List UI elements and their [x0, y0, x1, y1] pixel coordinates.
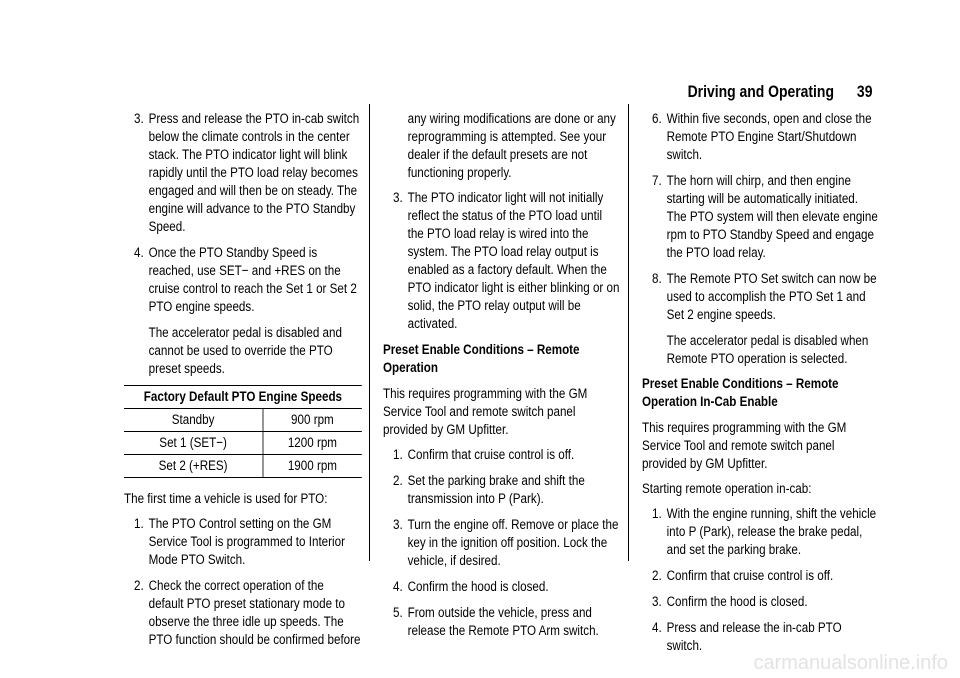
continued-text: any wiring modifications are done or any reprogramming is attempted. See your dealer if the default presets are not functioning properly. — [407, 111, 616, 181]
note: The accelerator pedal is disabled when Remote PTO operation is selected. — [666, 333, 869, 367]
table-row: Set 1 (SET−) 1200 rpm — [124, 432, 362, 455]
list-item: 3. Press and release the PTO in-cab switch below the climate controls in the center stack. The PTO indicator light will blink rapidly until the PTO load relay becomes engaged and will then be on steady. The engine will advance to the PTO Standby Speed. — [133, 111, 360, 235]
list-item: 7. The horn will chirp, and then engine starting will be automatically initiated. The PTO system will then elevate engine rpm to PTO Standby Speed and engage the PTO load relay. — [651, 173, 878, 261]
intro-text: Starting remote operation in-cab: — [642, 481, 812, 497]
section-heading: Preset Enable Conditions – Remote Operation In-Cab Enable — [642, 376, 839, 410]
list-item: 6. Within five seconds, open and close the Remote PTO Engine Start/Shutdown switch. — [651, 111, 872, 163]
watermark: carmanualsonline.info — [753, 652, 948, 674]
list-item: 1. With the engine running, shift the vehicle into P (Park), release the brake pedal, and set the parking brake. — [651, 506, 877, 558]
section-heading: Preset Enable Conditions – Remote Operation — [383, 342, 580, 376]
column-divider — [628, 104, 629, 561]
list-item: 4. Press and release the in-cab PTO switch. — [651, 620, 842, 654]
section-title: Driving and Operating — [687, 82, 834, 101]
table-title: Factory Default PTO Engine Speeds — [124, 386, 362, 409]
list-item: 1. Confirm that cruise control is off. — [392, 447, 575, 463]
paragraph: This requires programming with the GM Service Tool and remote switch panel provided by GM Upfitter. — [383, 386, 588, 438]
intro-text: The first time a vehicle is used for PTO: — [124, 491, 328, 507]
list-item: 2. Confirm that cruise control is off. — [651, 568, 834, 584]
list-item: 5. From outside the vehicle, press and release the Remote PTO Arm switch. — [392, 605, 599, 639]
column-3 — [642, 110, 880, 663]
column-1 — [124, 110, 367, 657]
list-item: 2. Check the correct operation of the default PTO preset stationary mode to observe the three idle up speeds. The PTO function should be confirmed before — [133, 578, 361, 648]
column-divider — [369, 104, 370, 561]
page-header — [687, 82, 872, 102]
table-row: Set 2 (+RES) 1900 rpm — [124, 455, 362, 478]
list-item: 3. The PTO indicator light will not initially reflect the status of the PTO load until the PTO load relay is wired into the system. The PTO load relay output is enabled as a factory default. When the PTO indicator light is either blinking or on solid, the PTO relay output will be activated. — [392, 190, 620, 332]
list-item: 4. Confirm the hood is closed. — [392, 579, 549, 595]
note: The accelerator pedal is disabled and cannot be used to override the PTO preset speeds. — [148, 325, 342, 377]
list-item: 1. The PTO Control setting on the GM Service Tool is programmed to Interior Mode PTO Switch. — [133, 516, 345, 568]
pto-speed-table — [124, 385, 362, 478]
paragraph: This requires programming with the GM Service Tool and remote switch panel provided by GM Upfitter. — [642, 420, 847, 472]
list-item: 3. Confirm the hood is closed. — [651, 594, 808, 610]
table-row: Standby 900 rpm — [124, 409, 362, 432]
list-item: 8. The Remote PTO Set switch can now be used to accomplish the PTO Set 1 and Set 2 engine speeds. — [651, 271, 877, 323]
column-2 — [383, 110, 621, 648]
list-item: 3. Turn the engine off. Remove or place the key in the ignition off position. Lock the vehicle, if desired. — [392, 517, 619, 569]
list-item: 4. Once the PTO Standby Speed is reached, use SET− and +RES on the cruise control to reach the Set 1 or Set 2 PTO engine speeds. — [133, 245, 357, 315]
list-item: 2. Set the parking brake and shift the transmission into P (Park). — [392, 473, 585, 507]
page-number: 39 — [856, 82, 872, 101]
